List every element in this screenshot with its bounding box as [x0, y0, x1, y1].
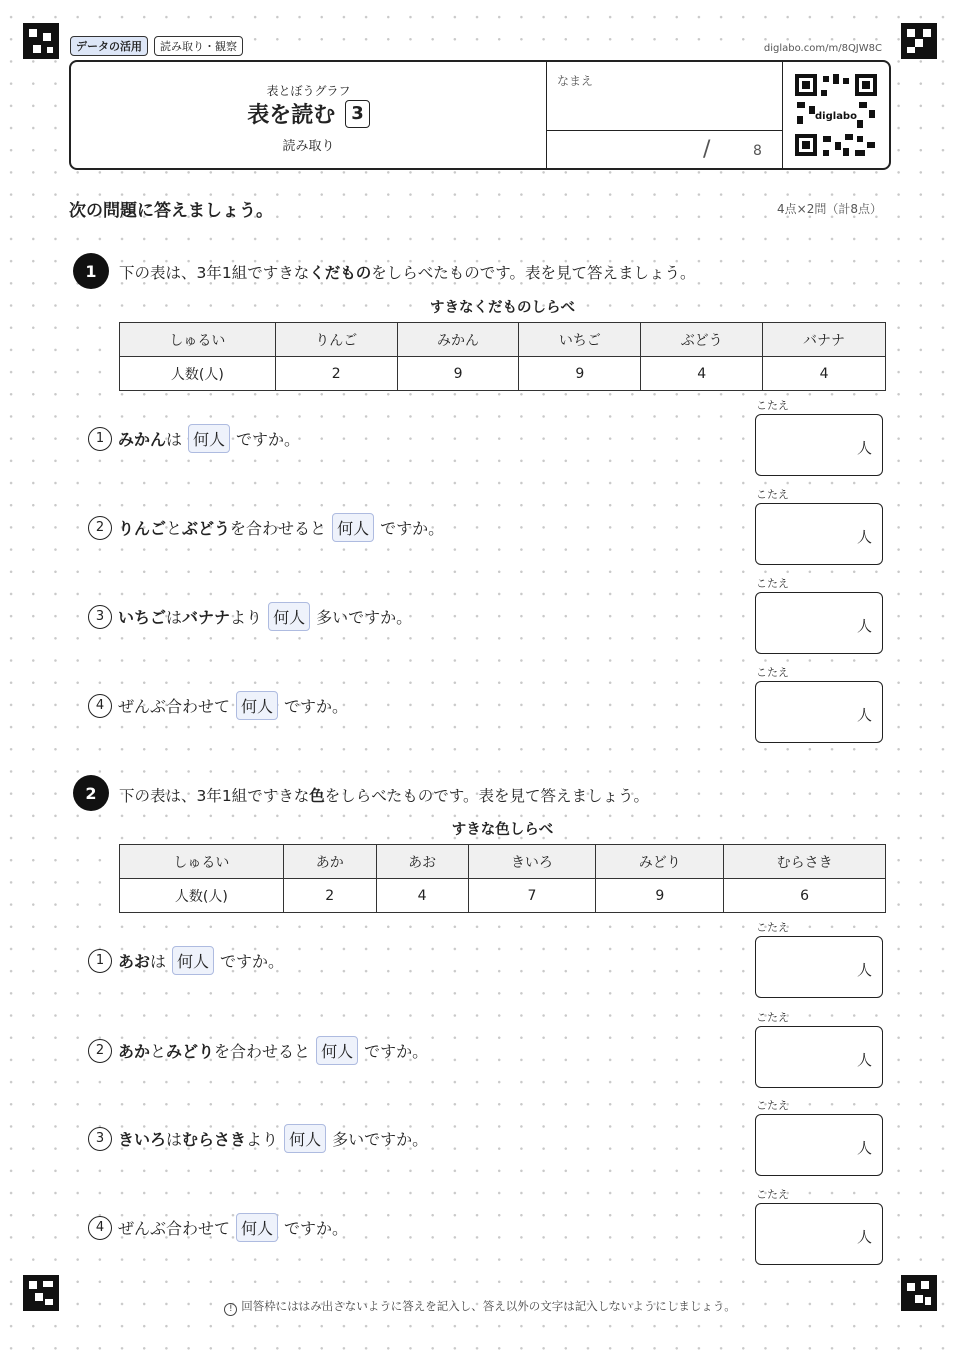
question-highlight: 何人: [188, 424, 230, 453]
answer-unit: 人: [856, 439, 872, 457]
question-1-2: [88, 513, 444, 542]
table-1-header-row: [120, 323, 886, 357]
page-title: 表を読む: [247, 103, 336, 128]
table-cell: 人数(人): [120, 357, 276, 391]
points-info: 4点×2問（計8点）: [777, 202, 882, 216]
question-text-end: ですか。: [380, 519, 445, 538]
question-number: 3: [88, 1127, 112, 1151]
qr-code[interactable]: [793, 72, 879, 158]
question-keyword-2: むらさき: [182, 1130, 247, 1149]
question-1-1: [88, 424, 300, 453]
worksheet-header: [69, 60, 891, 170]
answer-box-1-3[interactable]: [755, 592, 883, 654]
problem-1-text-bold: くだもの: [309, 264, 372, 282]
question-1-4: [88, 691, 348, 720]
table-2: [119, 844, 886, 913]
table-cell: むらさき: [724, 845, 886, 879]
question-text: は: [150, 952, 167, 971]
question-number: 1: [88, 949, 112, 973]
question-keyword-2: バナナ: [182, 608, 231, 627]
tag-skill: 読み取り・観察: [154, 36, 243, 56]
question-keyword: みかん: [118, 430, 167, 449]
tag-category: データの活用: [70, 36, 148, 56]
name-score-block: [547, 62, 783, 168]
answer-unit: 人: [856, 1139, 872, 1157]
info-icon: !: [224, 1303, 237, 1316]
question-number: 4: [88, 1216, 112, 1240]
problem-2-number: 2: [73, 775, 109, 811]
problem-2-text-pre: 下の表は、3年1組ですきな: [119, 787, 310, 805]
answer-label: こたえ: [756, 577, 789, 590]
table-cell: 4: [376, 879, 468, 913]
table-cell: 2: [283, 879, 376, 913]
table-2-caption: すきな色しらべ: [451, 822, 554, 838]
question-highlight: 何人: [236, 1213, 278, 1242]
question-text: ぜんぶ合わせて: [118, 1219, 231, 1238]
qr-code-graphic: [793, 72, 879, 158]
answer-box-2-2[interactable]: [755, 1026, 883, 1088]
table-1: [119, 322, 886, 391]
table-cell: バナナ: [763, 323, 886, 357]
question-text-2: を合わせると: [230, 519, 327, 538]
problem-1-text: [119, 261, 696, 283]
table-cell: いちご: [519, 323, 641, 357]
question-2-1: [88, 946, 284, 975]
table-cell: 4: [763, 357, 886, 391]
question-number: 1: [88, 427, 112, 451]
problem-1-number: 1: [73, 253, 109, 289]
question-text-end: ですか。: [284, 697, 349, 716]
table-cell: 6: [724, 879, 886, 913]
table-cell: 7: [468, 879, 596, 913]
answer-box-2-3[interactable]: [755, 1114, 883, 1176]
answer-unit: 人: [856, 1228, 872, 1246]
question-keyword-2: みどり: [166, 1042, 215, 1061]
footer-text: 回答枠にははみ出さないように答えを記入し、答え以外の文字は記入しないようにしましょう。: [241, 1299, 736, 1313]
table-2-value-row: [120, 879, 886, 913]
table-cell: 4: [641, 357, 763, 391]
question-keyword: きいろ: [118, 1130, 167, 1149]
question-text: と: [166, 519, 183, 538]
question-text-end: 多いですか。: [316, 608, 413, 627]
question-highlight: 何人: [236, 691, 278, 720]
question-number: 2: [88, 516, 112, 540]
table-2-header-row: [120, 845, 886, 879]
answer-label: こたえ: [756, 488, 789, 501]
table-cell: 9: [519, 357, 641, 391]
corner-marker-top-right: [901, 23, 937, 59]
corner-marker-top-left: [23, 23, 59, 59]
question-text-end: 多いですか。: [332, 1130, 429, 1149]
question-highlight: 何人: [316, 1036, 358, 1065]
table-cell: みどり: [596, 845, 724, 879]
table-cell: 2: [275, 357, 397, 391]
title-block: [71, 62, 547, 168]
instruction: 次の問題に答えましょう。: [69, 201, 273, 221]
question-text-end: ですか。: [284, 1219, 349, 1238]
table-cell: 9: [397, 357, 519, 391]
question-1-3: [88, 602, 412, 631]
tag-list: [70, 36, 243, 56]
question-2-4: [88, 1213, 348, 1242]
question-2-3: [88, 1124, 428, 1153]
table-cell: 9: [596, 879, 724, 913]
answer-unit: 人: [856, 961, 872, 979]
question-number: 2: [88, 1039, 112, 1063]
answer-label: こたえ: [756, 921, 789, 934]
score-total: 8: [753, 143, 762, 159]
question-highlight: 何人: [172, 946, 214, 975]
answer-box-2-4[interactable]: [755, 1203, 883, 1265]
question-keyword-2: ぶどう: [182, 519, 231, 538]
score-slash: /: [703, 137, 711, 162]
table-cell: あお: [376, 845, 468, 879]
table-cell: みかん: [397, 323, 519, 357]
question-keyword: あか: [118, 1042, 151, 1061]
unit-subject: 表とぼうグラフ: [266, 84, 351, 98]
score-field[interactable]: [547, 130, 782, 168]
page-subtitle: 読み取り: [282, 139, 335, 154]
question-keyword: りんご: [118, 519, 167, 538]
answer-box-1-2[interactable]: [755, 503, 883, 565]
question-text: ぜんぶ合わせて: [118, 697, 231, 716]
question-text-2: を合わせると: [214, 1042, 311, 1061]
table-cell: しゅるい: [120, 323, 276, 357]
worksheet-number: 3: [345, 100, 370, 128]
question-keyword: あお: [118, 952, 151, 971]
question-number: 3: [88, 605, 112, 629]
question-text: は: [166, 430, 183, 449]
table-cell: きいろ: [468, 845, 596, 879]
question-highlight: 何人: [332, 513, 374, 542]
problem-1-text-pre: 下の表は、3年1組ですきな: [119, 264, 310, 282]
question-text-2: より: [230, 608, 263, 627]
problem-1-text-post: をしらべたものです。表を見て答えましょう。: [371, 264, 696, 282]
footer-note: [0, 1298, 960, 1316]
answer-label: こたえ: [756, 1188, 789, 1201]
answer-unit: 人: [856, 617, 872, 635]
name-label: なまえ: [557, 74, 594, 88]
table-cell: 人数(人): [120, 879, 284, 913]
answer-box-1-1[interactable]: [755, 414, 883, 476]
question-text-end: ですか。: [220, 952, 285, 971]
answer-box-2-1[interactable]: [755, 936, 883, 998]
problem-2-text: [119, 784, 649, 806]
answer-unit: 人: [856, 528, 872, 546]
question-text-end: ですか。: [236, 430, 301, 449]
answer-label: こたえ: [756, 666, 789, 679]
answer-label: こたえ: [756, 1099, 789, 1112]
question-2-2: [88, 1036, 428, 1065]
question-text-2: より: [246, 1130, 279, 1149]
answer-unit: 人: [856, 1051, 872, 1069]
answer-label: こたえ: [756, 1011, 789, 1024]
answer-box-1-4[interactable]: [755, 681, 883, 743]
table-cell: ぶどう: [641, 323, 763, 357]
site-url[interactable]: diglabo.com/m/8QJW8C: [763, 43, 882, 54]
table-cell: しゅるい: [120, 845, 284, 879]
question-text: は: [166, 608, 183, 627]
question-keyword: いちご: [118, 608, 167, 627]
problem-2-text-bold: 色: [309, 787, 325, 805]
table-cell: あか: [283, 845, 376, 879]
question-text: と: [150, 1042, 167, 1061]
answer-unit: 人: [856, 706, 872, 724]
question-text: は: [166, 1130, 183, 1149]
question-highlight: 何人: [284, 1124, 326, 1153]
qr-logo-text: diglabo: [815, 111, 857, 122]
problem-2-text-post: をしらべたものです。表を見て答えましょう。: [324, 787, 650, 805]
table-cell: りんご: [275, 323, 397, 357]
question-text-end: ですか。: [364, 1042, 429, 1061]
table-1-caption: すきなくだものしらべ: [430, 300, 575, 316]
question-highlight: 何人: [268, 602, 310, 631]
table-1-value-row: [120, 357, 886, 391]
question-number: 4: [88, 694, 112, 718]
answer-label: こたえ: [756, 399, 789, 412]
